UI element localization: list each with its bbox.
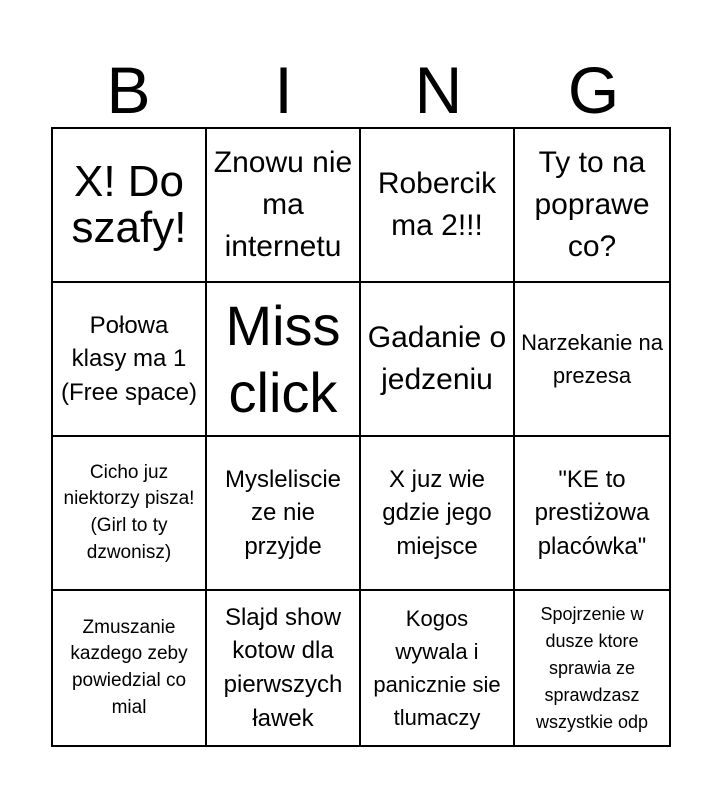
bingo-cell-text: Slajd show kotow dla pierwszych ławek xyxy=(223,603,343,732)
bingo-header xyxy=(51,52,671,128)
bingo-cell-10[interactable] xyxy=(207,437,361,591)
bingo-cell-text: Robercik ma 2!!! xyxy=(377,167,497,242)
bingo-cell-4[interactable] xyxy=(515,129,669,283)
header-letter-b: B xyxy=(106,53,151,127)
bingo-cell-6[interactable] xyxy=(207,283,361,437)
bingo-cell-text: Gadanie o jedzeniu xyxy=(367,321,507,396)
bingo-cell-14[interactable] xyxy=(207,591,361,745)
header-letter-g: G xyxy=(567,53,620,127)
bingo-cell-16[interactable] xyxy=(515,591,669,745)
bingo-cell-text: X juz wie gdzie jego miejsce xyxy=(382,465,492,560)
bingo-cell-15[interactable] xyxy=(361,591,515,745)
bingo-cell-text: Kogos wywala i panicznie sie tlumaczy xyxy=(373,606,501,730)
bingo-cell-text: Mysleliscie ze nie przyjde xyxy=(224,465,341,560)
bingo-cell-12[interactable] xyxy=(515,437,669,591)
bingo-cell-text: X! Do szafy! xyxy=(71,156,187,252)
bingo-cell-1[interactable] xyxy=(53,129,207,283)
bingo-cell-11[interactable] xyxy=(361,437,515,591)
bingo-cell-2[interactable] xyxy=(207,129,361,283)
bingo-cell-text: "KE to prestiżowa placówka" xyxy=(534,465,650,560)
bingo-cell-13[interactable] xyxy=(53,591,207,745)
bingo-cell-text: Miss click xyxy=(225,293,341,424)
bingo-cell-text: Spojrzenie w dusze ktore sprawia ze sprawdzasz wszystkie odp xyxy=(535,603,649,732)
bingo-cell-text: Zmuszanie kazdego zeby powiedzial co mial xyxy=(70,616,188,718)
bingo-cell-text: Cicho juz niektorzy pisza! (Girl to ty dzwonisz) xyxy=(63,461,195,563)
bingo-cell-3[interactable] xyxy=(361,129,515,283)
bingo-cell-text: Ty to na poprawe co? xyxy=(534,146,650,263)
bingo-cell-9[interactable] xyxy=(53,437,207,591)
bingo-cell-7[interactable] xyxy=(361,283,515,437)
header-letter-n: N xyxy=(414,53,463,127)
bingo-cell-8[interactable] xyxy=(515,283,669,437)
bingo-cell-text: Połowa klasy ma 1 (Free space) xyxy=(60,311,198,406)
bingo-grid xyxy=(51,127,671,747)
header-letter-i: I xyxy=(274,53,293,127)
bingo-cell-5[interactable] xyxy=(53,283,207,437)
bingo-cell-text: Narzekanie na prezesa xyxy=(521,330,663,388)
bingo-cell-text: Znowu nie ma internetu xyxy=(213,146,353,263)
